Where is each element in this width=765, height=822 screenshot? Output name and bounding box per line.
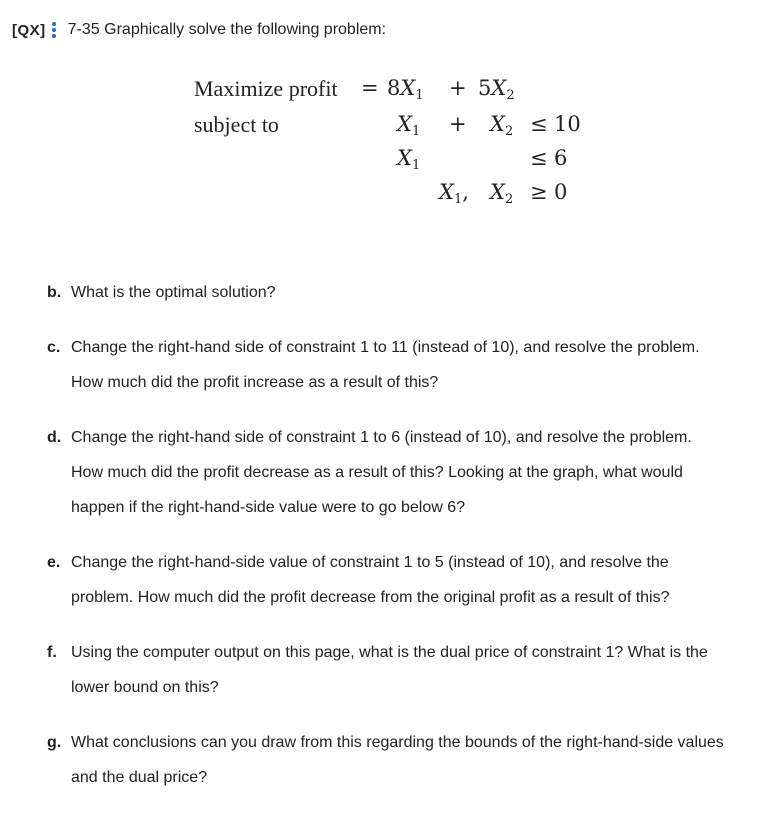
question-text: How much did the profit decrease as a result of this? Looking at the graph, what would [71, 464, 683, 481]
question-label: f. [47, 644, 57, 661]
nonneg-geq: ≥ [530, 180, 548, 204]
constraint2-leq: ≤ [530, 146, 548, 170]
equals-sign: = [361, 76, 379, 100]
question-label: g. [47, 734, 62, 751]
question-text: Change the right-hand side of constraint 1 to 6 (instead of 10), and resolve the problem. [71, 429, 692, 446]
nonneg-rhs: 0 [554, 180, 568, 204]
maximize-label: Maximize profit [194, 76, 338, 101]
question-label: b. [47, 284, 62, 301]
question-text: What conclusions can you draw from this regarding the bounds of the right-hand-side values [71, 734, 724, 751]
objective-term-1: $8X_1$ [387, 76, 424, 103]
question-label: c. [47, 339, 61, 356]
objective-term-2: $5X_2$ [478, 76, 515, 103]
constraint1-rhs: 10 [554, 112, 581, 136]
question-text: and the dual price? [71, 769, 208, 786]
question-b [47, 275, 757, 310]
subject-to-label: subject to [194, 112, 279, 137]
constraint1-x1: $X_1$ [397, 112, 421, 139]
question-text: How much did the profit increase as a result of this? [71, 374, 439, 391]
constraint1-leq: ≤ [530, 112, 548, 136]
question-c [47, 330, 757, 400]
problem-title: 7-35 Graphically solve the following problem: [67, 21, 387, 38]
question-text: What is the optimal solution? [71, 284, 276, 301]
constraint2-x1: $X_1$ [397, 146, 421, 173]
question-text: Change the right-hand-side value of constraint 1 to 5 (instead of 10), and resolve the [71, 554, 669, 571]
question-text: Using the computer output on this page, what is the dual price of constraint 1? What is the [71, 644, 708, 661]
constraint1-plus: + [449, 112, 467, 136]
question-d [47, 420, 757, 525]
question-label: e. [47, 554, 61, 571]
lp-formulation [0, 0, 765, 230]
question-text: happen if the right-hand-side value were to go below 6? [71, 499, 466, 516]
question-text: problem. How much did the profit decrease from the original profit as a result of this? [71, 589, 670, 606]
question-text: lower bound on this? [71, 679, 219, 696]
question-label: d. [47, 429, 62, 446]
nonneg-x2: $X_2$ [490, 180, 514, 207]
question-text: Change the right-hand side of constraint 1 to 11 (instead of 10), and resolve the problem. [71, 339, 700, 356]
constraint1-x2: $X_2$ [490, 112, 514, 139]
question-f [47, 635, 757, 705]
nonneg-x1: $X_1$, [439, 180, 469, 207]
question-e [47, 545, 757, 615]
plus-sign: + [449, 76, 467, 100]
question-g [47, 725, 757, 795]
constraint2-rhs: 6 [554, 146, 568, 170]
qx-tag: [QX] [12, 21, 46, 39]
